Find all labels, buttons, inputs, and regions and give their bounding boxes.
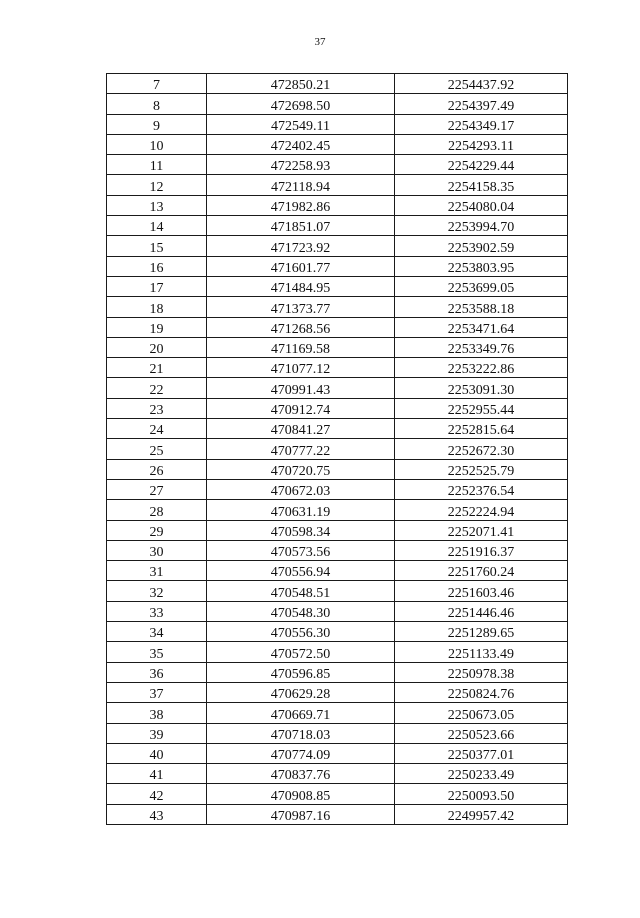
table-row bbox=[107, 134, 568, 154]
point-number-cell: 35 bbox=[107, 642, 207, 662]
point-number-cell: 39 bbox=[107, 723, 207, 743]
point-number-cell: 32 bbox=[107, 581, 207, 601]
x-coordinate-cell: 470629.28 bbox=[207, 682, 395, 702]
x-coordinate-cell: 470548.51 bbox=[207, 581, 395, 601]
point-number-cell: 36 bbox=[107, 662, 207, 682]
y-coordinate-cell: 2254293.11 bbox=[395, 134, 568, 154]
x-coordinate-cell: 471484.95 bbox=[207, 276, 395, 296]
table-row bbox=[107, 561, 568, 581]
point-number-cell: 22 bbox=[107, 378, 207, 398]
x-coordinate-cell: 472549.11 bbox=[207, 114, 395, 134]
point-number-cell: 37 bbox=[107, 682, 207, 702]
table-row bbox=[107, 642, 568, 662]
x-coordinate-cell: 470720.75 bbox=[207, 459, 395, 479]
y-coordinate-cell: 2254158.35 bbox=[395, 175, 568, 195]
y-coordinate-cell: 2253222.86 bbox=[395, 358, 568, 378]
point-number-cell: 30 bbox=[107, 540, 207, 560]
y-coordinate-cell: 2251760.24 bbox=[395, 561, 568, 581]
point-number-cell: 42 bbox=[107, 784, 207, 804]
y-coordinate-cell: 2251289.65 bbox=[395, 622, 568, 642]
y-coordinate-cell: 2253471.64 bbox=[395, 317, 568, 337]
y-coordinate-cell: 2250377.01 bbox=[395, 743, 568, 763]
y-coordinate-cell: 2253588.18 bbox=[395, 297, 568, 317]
table-row bbox=[107, 317, 568, 337]
table-row bbox=[107, 500, 568, 520]
table-row bbox=[107, 256, 568, 276]
x-coordinate-cell: 471851.07 bbox=[207, 216, 395, 236]
point-number-cell: 17 bbox=[107, 276, 207, 296]
x-coordinate-cell: 471373.77 bbox=[207, 297, 395, 317]
point-number-cell: 14 bbox=[107, 216, 207, 236]
table-row bbox=[107, 520, 568, 540]
x-coordinate-cell: 471982.86 bbox=[207, 195, 395, 215]
y-coordinate-cell: 2252672.30 bbox=[395, 439, 568, 459]
table-row bbox=[107, 358, 568, 378]
table-row bbox=[107, 175, 568, 195]
point-number-cell: 41 bbox=[107, 764, 207, 784]
y-coordinate-cell: 2251133.49 bbox=[395, 642, 568, 662]
x-coordinate-cell: 470718.03 bbox=[207, 723, 395, 743]
table-row bbox=[107, 419, 568, 439]
point-number-cell: 8 bbox=[107, 94, 207, 114]
y-coordinate-cell: 2251916.37 bbox=[395, 540, 568, 560]
table-row bbox=[107, 74, 568, 94]
table-row bbox=[107, 459, 568, 479]
table-row bbox=[107, 236, 568, 256]
table-row bbox=[107, 662, 568, 682]
x-coordinate-cell: 471268.56 bbox=[207, 317, 395, 337]
y-coordinate-cell: 2254437.92 bbox=[395, 74, 568, 94]
y-coordinate-cell: 2253803.95 bbox=[395, 256, 568, 276]
table-row bbox=[107, 682, 568, 702]
x-coordinate-cell: 472698.50 bbox=[207, 94, 395, 114]
point-number-cell: 16 bbox=[107, 256, 207, 276]
point-number-cell: 26 bbox=[107, 459, 207, 479]
y-coordinate-cell: 2253349.76 bbox=[395, 337, 568, 357]
table-row bbox=[107, 378, 568, 398]
x-coordinate-cell: 470841.27 bbox=[207, 419, 395, 439]
x-coordinate-cell: 470598.34 bbox=[207, 520, 395, 540]
point-number-cell: 7 bbox=[107, 74, 207, 94]
point-number-cell: 20 bbox=[107, 337, 207, 357]
x-coordinate-cell: 472850.21 bbox=[207, 74, 395, 94]
x-coordinate-cell: 472118.94 bbox=[207, 175, 395, 195]
y-coordinate-cell: 2250824.76 bbox=[395, 682, 568, 702]
table-row bbox=[107, 195, 568, 215]
table-row bbox=[107, 743, 568, 763]
y-coordinate-cell: 2254229.44 bbox=[395, 155, 568, 175]
x-coordinate-cell: 471169.58 bbox=[207, 337, 395, 357]
point-number-cell: 21 bbox=[107, 358, 207, 378]
point-number-cell: 18 bbox=[107, 297, 207, 317]
point-number-cell: 29 bbox=[107, 520, 207, 540]
point-number-cell: 11 bbox=[107, 155, 207, 175]
table-row bbox=[107, 216, 568, 236]
x-coordinate-cell: 470573.56 bbox=[207, 540, 395, 560]
table-row bbox=[107, 276, 568, 296]
x-coordinate-cell: 470631.19 bbox=[207, 500, 395, 520]
point-number-cell: 25 bbox=[107, 439, 207, 459]
table-row bbox=[107, 297, 568, 317]
table-row bbox=[107, 764, 568, 784]
y-coordinate-cell: 2253699.05 bbox=[395, 276, 568, 296]
x-coordinate-cell: 471601.77 bbox=[207, 256, 395, 276]
y-coordinate-cell: 2250093.50 bbox=[395, 784, 568, 804]
point-number-cell: 28 bbox=[107, 500, 207, 520]
y-coordinate-cell: 2250523.66 bbox=[395, 723, 568, 743]
point-number-cell: 19 bbox=[107, 317, 207, 337]
point-number-cell: 38 bbox=[107, 703, 207, 723]
y-coordinate-cell: 2252071.41 bbox=[395, 520, 568, 540]
table-row bbox=[107, 398, 568, 418]
y-coordinate-cell: 2252525.79 bbox=[395, 459, 568, 479]
table-row bbox=[107, 479, 568, 499]
y-coordinate-cell: 2250978.38 bbox=[395, 662, 568, 682]
y-coordinate-cell: 2250673.05 bbox=[395, 703, 568, 723]
coordinate-table-body bbox=[107, 74, 568, 825]
table-row bbox=[107, 601, 568, 621]
y-coordinate-cell: 2254397.49 bbox=[395, 94, 568, 114]
x-coordinate-cell: 470912.74 bbox=[207, 398, 395, 418]
point-number-cell: 40 bbox=[107, 743, 207, 763]
x-coordinate-cell: 471077.12 bbox=[207, 358, 395, 378]
y-coordinate-cell: 2254349.17 bbox=[395, 114, 568, 134]
x-coordinate-cell: 470556.94 bbox=[207, 561, 395, 581]
point-number-cell: 12 bbox=[107, 175, 207, 195]
point-number-cell: 43 bbox=[107, 804, 207, 824]
x-coordinate-cell: 470908.85 bbox=[207, 784, 395, 804]
point-number-cell: 27 bbox=[107, 479, 207, 499]
y-coordinate-cell: 2253994.70 bbox=[395, 216, 568, 236]
x-coordinate-cell: 470774.09 bbox=[207, 743, 395, 763]
table-row bbox=[107, 784, 568, 804]
table-row bbox=[107, 703, 568, 723]
point-number-cell: 33 bbox=[107, 601, 207, 621]
point-number-cell: 13 bbox=[107, 195, 207, 215]
y-coordinate-cell: 2252955.44 bbox=[395, 398, 568, 418]
y-coordinate-cell: 2253902.59 bbox=[395, 236, 568, 256]
x-coordinate-cell: 470556.30 bbox=[207, 622, 395, 642]
point-number-cell: 15 bbox=[107, 236, 207, 256]
y-coordinate-cell: 2252376.54 bbox=[395, 479, 568, 499]
table-row bbox=[107, 155, 568, 175]
table-row bbox=[107, 622, 568, 642]
point-number-cell: 23 bbox=[107, 398, 207, 418]
table-row bbox=[107, 439, 568, 459]
x-coordinate-cell: 470991.43 bbox=[207, 378, 395, 398]
y-coordinate-cell: 2252224.94 bbox=[395, 500, 568, 520]
table-row bbox=[107, 540, 568, 560]
x-coordinate-cell: 470837.76 bbox=[207, 764, 395, 784]
x-coordinate-cell: 470672.03 bbox=[207, 479, 395, 499]
point-number-cell: 34 bbox=[107, 622, 207, 642]
x-coordinate-cell: 470572.50 bbox=[207, 642, 395, 662]
coordinate-table bbox=[106, 73, 568, 825]
y-coordinate-cell: 2251603.46 bbox=[395, 581, 568, 601]
table-row bbox=[107, 804, 568, 824]
page-number: 37 bbox=[314, 36, 326, 48]
x-coordinate-cell: 470777.22 bbox=[207, 439, 395, 459]
table-row bbox=[107, 723, 568, 743]
y-coordinate-cell: 2250233.49 bbox=[395, 764, 568, 784]
y-coordinate-cell: 2252815.64 bbox=[395, 419, 568, 439]
point-number-cell: 9 bbox=[107, 114, 207, 134]
y-coordinate-cell: 2249957.42 bbox=[395, 804, 568, 824]
table-row bbox=[107, 581, 568, 601]
x-coordinate-cell: 470987.16 bbox=[207, 804, 395, 824]
y-coordinate-cell: 2251446.46 bbox=[395, 601, 568, 621]
table-row bbox=[107, 337, 568, 357]
point-number-cell: 10 bbox=[107, 134, 207, 154]
point-number-cell: 31 bbox=[107, 561, 207, 581]
x-coordinate-cell: 472258.93 bbox=[207, 155, 395, 175]
x-coordinate-cell: 470669.71 bbox=[207, 703, 395, 723]
table-row bbox=[107, 94, 568, 114]
x-coordinate-cell: 470596.85 bbox=[207, 662, 395, 682]
x-coordinate-cell: 470548.30 bbox=[207, 601, 395, 621]
y-coordinate-cell: 2253091.30 bbox=[395, 378, 568, 398]
x-coordinate-cell: 471723.92 bbox=[207, 236, 395, 256]
x-coordinate-cell: 472402.45 bbox=[207, 134, 395, 154]
y-coordinate-cell: 2254080.04 bbox=[395, 195, 568, 215]
point-number-cell: 24 bbox=[107, 419, 207, 439]
table-row bbox=[107, 114, 568, 134]
